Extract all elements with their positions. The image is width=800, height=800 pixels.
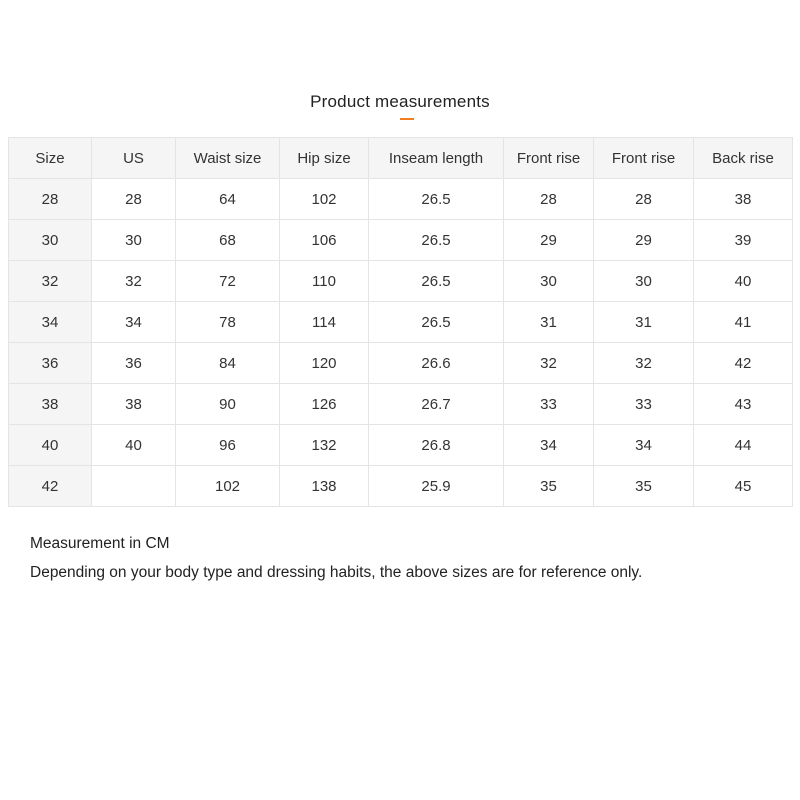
- table-cell: 114: [280, 302, 369, 343]
- measurement-unit-note: Measurement in CM: [30, 535, 170, 552]
- table-cell: 44: [694, 425, 793, 466]
- table-cell: 39: [694, 220, 793, 261]
- table-cell: 110: [280, 261, 369, 302]
- table-cell: 25.9: [369, 466, 504, 507]
- table-cell: 68: [176, 220, 280, 261]
- table-cell: 31: [504, 302, 594, 343]
- header-size: Size: [9, 138, 92, 179]
- table-cell: 35: [594, 466, 694, 507]
- table-cell: 35: [504, 466, 594, 507]
- table-cell: 34: [594, 425, 694, 466]
- table-cell: 30: [594, 261, 694, 302]
- table-row: [9, 425, 793, 466]
- table-cell: 36: [9, 343, 92, 384]
- table-row: [9, 384, 793, 425]
- table-cell: 29: [594, 220, 694, 261]
- header-inseam-length: Inseam length: [369, 138, 504, 179]
- table-cell: 102: [280, 179, 369, 220]
- table-header-row: [9, 138, 793, 179]
- table-cell: 30: [92, 220, 176, 261]
- table-cell: 32: [92, 261, 176, 302]
- table-cell: 33: [594, 384, 694, 425]
- table-cell: 38: [694, 179, 793, 220]
- table-cell: 42: [694, 343, 793, 384]
- header-front-rise-2: Front rise: [594, 138, 694, 179]
- table-cell: 26.5: [369, 261, 504, 302]
- table-cell: 45: [694, 466, 793, 507]
- table-cell: 28: [504, 179, 594, 220]
- title-accent-underline: [400, 118, 414, 120]
- size-table-container: [8, 137, 792, 507]
- table-cell: 41: [694, 302, 793, 343]
- table-cell: 34: [92, 302, 176, 343]
- table-cell: 120: [280, 343, 369, 384]
- table-cell: 126: [280, 384, 369, 425]
- table-cell: 96: [176, 425, 280, 466]
- table-cell: 28: [594, 179, 694, 220]
- table-cell: 28: [92, 179, 176, 220]
- table-cell: 33: [504, 384, 594, 425]
- table-cell: 38: [92, 384, 176, 425]
- table-cell: 31: [594, 302, 694, 343]
- table-row: [9, 466, 793, 507]
- table-row: [9, 302, 793, 343]
- table-cell: 78: [176, 302, 280, 343]
- table-cell: 34: [9, 302, 92, 343]
- table-cell: 90: [176, 384, 280, 425]
- table-cell: 26.7: [369, 384, 504, 425]
- table-cell: 26.8: [369, 425, 504, 466]
- table-cell: 84: [176, 343, 280, 384]
- table-row: [9, 220, 793, 261]
- header-us: US: [92, 138, 176, 179]
- table-cell: 30: [504, 261, 594, 302]
- header-waist-size: Waist size: [176, 138, 280, 179]
- table-cell: 40: [694, 261, 793, 302]
- table-cell: 43: [694, 384, 793, 425]
- header-back-rise: Back rise: [694, 138, 793, 179]
- table-cell: 132: [280, 425, 369, 466]
- table-cell: 26.5: [369, 302, 504, 343]
- table-row: [9, 343, 793, 384]
- table-cell: 40: [9, 425, 92, 466]
- header-hip-size: Hip size: [280, 138, 369, 179]
- table-cell: 26.5: [369, 179, 504, 220]
- header-front-rise: Front rise: [504, 138, 594, 179]
- table-cell: 26.5: [369, 220, 504, 261]
- table-row: [9, 179, 793, 220]
- table-cell: 42: [9, 466, 92, 507]
- table-cell: 32: [504, 343, 594, 384]
- table-cell: 32: [594, 343, 694, 384]
- table-cell: 38: [9, 384, 92, 425]
- table-cell: 26.6: [369, 343, 504, 384]
- reference-disclaimer: Depending on your body type and dressing habits, the above sizes are for reference only.: [30, 564, 643, 581]
- table-cell: [92, 466, 176, 507]
- table-cell: 28: [9, 179, 92, 220]
- table-cell: 64: [176, 179, 280, 220]
- table-cell: 29: [504, 220, 594, 261]
- size-table: [8, 137, 793, 507]
- table-cell: 102: [176, 466, 280, 507]
- table-cell: 34: [504, 425, 594, 466]
- table-cell: 40: [92, 425, 176, 466]
- table-row: [9, 261, 793, 302]
- notes-block: [30, 529, 642, 587]
- table-cell: 138: [280, 466, 369, 507]
- table-cell: 32: [9, 261, 92, 302]
- table-cell: 36: [92, 343, 176, 384]
- table-cell: 72: [176, 261, 280, 302]
- table-cell: 30: [9, 220, 92, 261]
- page-title: Product measurements: [310, 92, 490, 111]
- table-cell: 106: [280, 220, 369, 261]
